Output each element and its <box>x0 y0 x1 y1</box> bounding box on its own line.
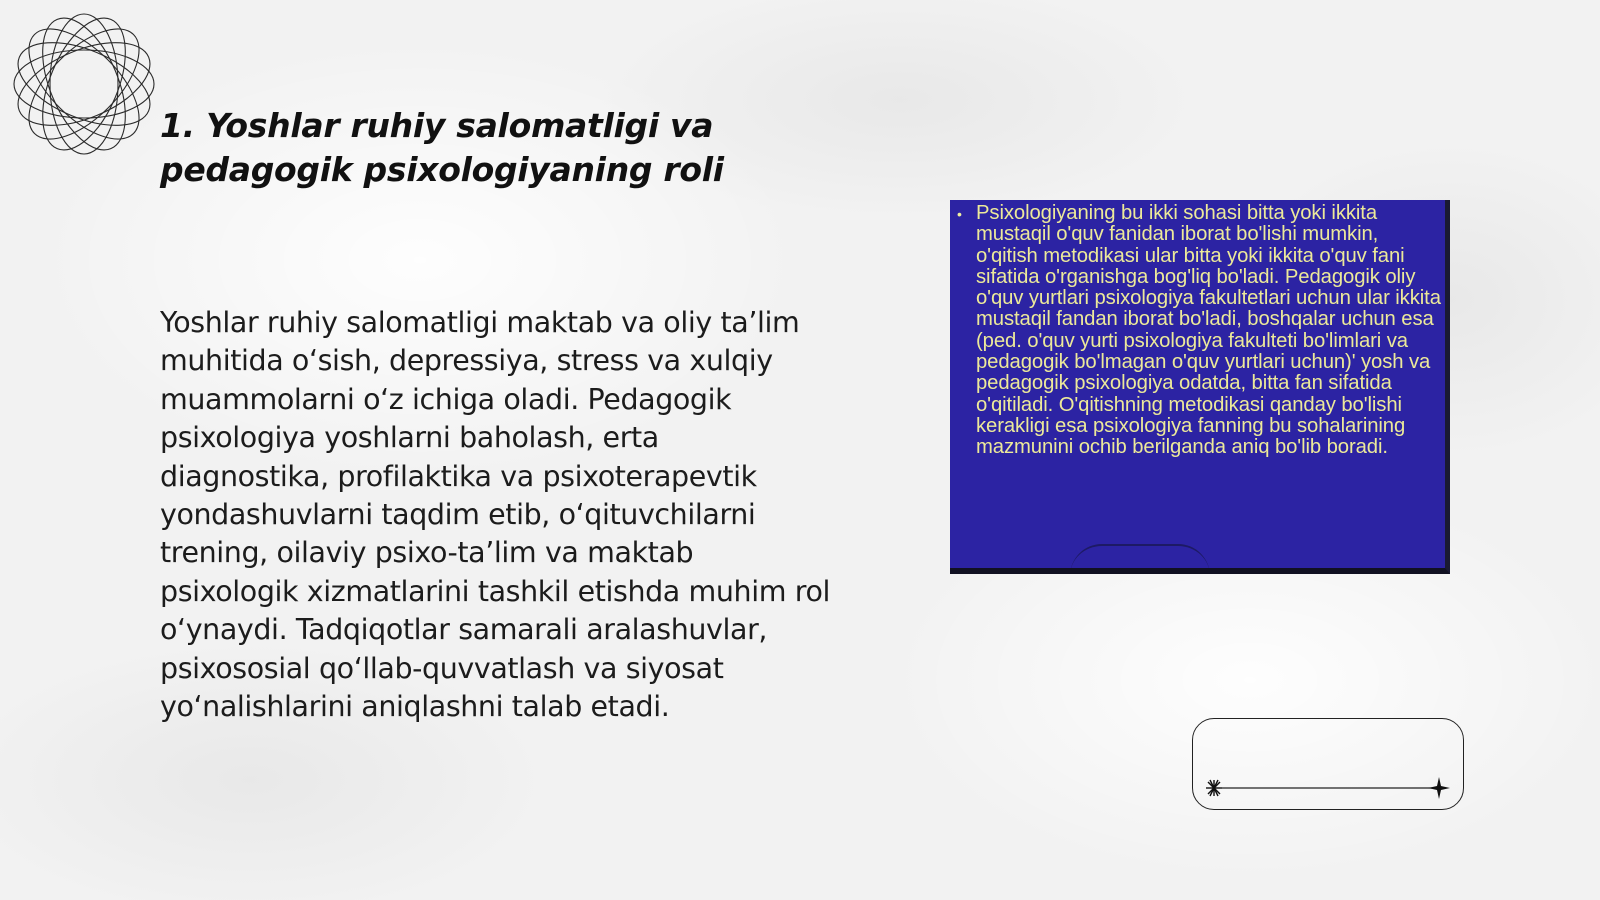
embedded-slide-text: Psixologiyaning bu ikki sohasi bitta yoki ikkita mustaqil o'quv fanidan iborat bo'lishi mumkin, o'qitish metodikasi ular bitta yoki ikkita o'quv fani sifatida o'rganishga bog'liq bo'ladi. Pedagogik oliy o'quv yurtlari psixologiya fakultetlari uchun ular ikkita mustaqil fandan iborat bo'ladi, boshqalar uchun esa (ped. o'quv yurti psixologiya fakulteti bo'limlari va pedagogik bo'lmagan o'quv yurtlari uchun)' yosh va pedagogik psixologiya odatda, bitta fan sifatida o'qitiladi. O'qitishning metodikasi qanday bo'lishi kerakligi esa psixologiya fanning bu sohalarining mazmunini ochib berilganda aniq bo'lib boradi. <box>976 202 1441 459</box>
image-artifact <box>1070 544 1210 574</box>
sparkle-icon <box>1206 780 1222 796</box>
embedded-slide-image <box>950 200 1450 574</box>
spirograph-ornament-icon <box>8 8 160 160</box>
four-point-star-icon <box>1428 777 1450 799</box>
decorative-line <box>1203 776 1453 800</box>
slide-body-text: Yoshlar ruhiy salomatligi maktab va oliy ta’lim muhitida o‘sish, depressiya, stress va xulqiy muammolarni o‘z ichiga oladi. Pedagogik psixologiya yoshlarni baholash, erta diagnostika, profilaktika va psixoterapevtik yondashuvlarni taqdim etib, o‘qituvchilarni trening, oilaviy psixo-ta’lim va maktab psixologik xizmatlarini tashkil etishda muhim rol o‘ynaydi. Tadqiqotlar samarali aralashuvlar, psixososial qo‘llab-quvvatlash va siyosat yo‘nalishlarini aniqlashni talab etadi. <box>160 306 830 724</box>
bullet-marker: • <box>957 206 962 222</box>
slide-title: 1. Yoshlar ruhiy salomatligi va pedagogik psixologiyaning roli <box>160 106 724 189</box>
